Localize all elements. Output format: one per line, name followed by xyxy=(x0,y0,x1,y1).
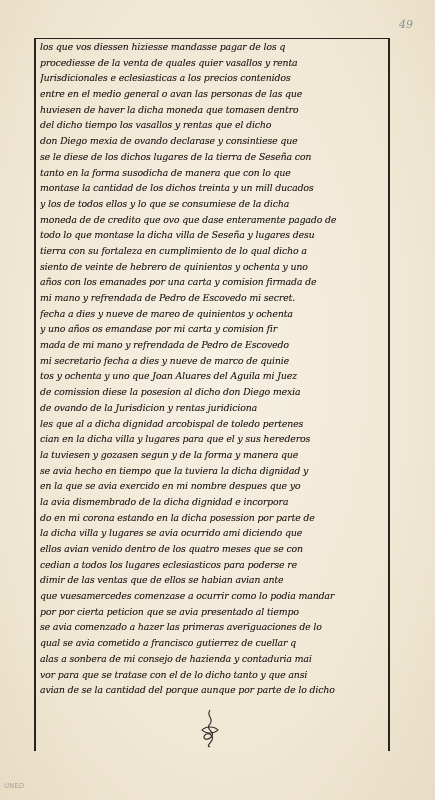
text-line: tos y ochenta y uno que Joan Aluares del Aguila mi Juez xyxy=(40,371,297,383)
text-line: qual se avia cometido a francisco gutierrez de cuellar q xyxy=(40,638,297,650)
text-line: entre en el medio general o avan las personas de las que xyxy=(40,89,303,101)
text-line: cedian a todos los lugares eclesiasticos para poderse re xyxy=(40,559,297,571)
text-line: cian en la dicha villa y lugares para que el y sus herederos xyxy=(40,434,311,446)
text-line: tierra con su fortaleza en cumplimiento de lo qual dicho a xyxy=(40,245,307,257)
text-line: don Diego mexia de ovando declarase y consintiese que xyxy=(40,136,298,148)
text-line: Jurisdicionales e eclesiasticas a los precios contenidos xyxy=(40,73,291,85)
text-line: se avia hecho en tiempo que la tuviera la dicha dignidad y xyxy=(40,465,309,477)
paraph-flourish-icon xyxy=(196,708,224,748)
text-line: dimir de las ventas que de ellos se habian avian ante xyxy=(40,575,284,587)
text-line: tanto en la forma susodicha de manera que con lo que xyxy=(40,167,291,179)
text-line: ellos avian venido dentro de los quatro meses que se con xyxy=(40,544,303,555)
text-line: procediesse de la venta de quales quier vasallos y renta xyxy=(40,57,298,69)
text-line: los que vos diessen hiziesse mandasse pagar de los q xyxy=(40,42,286,53)
text-line: huviesen de haver la dicha moneda que tomasen dentro xyxy=(40,104,299,116)
text-line: fecha a dies y nueve de mareo de quinientos y ochenta xyxy=(40,308,293,320)
text-line: la tuviesen y gozasen segun y de la forma y manera que xyxy=(40,449,299,461)
text-line: y uno años os emandase por mi carta y comision fir xyxy=(40,324,278,336)
text-line: en la que se avia exercido en mi nombre despues que yo xyxy=(40,481,301,493)
text-line: del dicho tiempo los vasallos y rentas que el dicho xyxy=(40,120,272,132)
text-line: y los de todos ellos y lo que se consumiese de la dicha xyxy=(40,198,290,210)
text-line: todo lo que montase la dicha villa de Seseña y lugares desu xyxy=(40,230,315,242)
text-line: la avia dismembrado de la dicha dignidad e incorpora xyxy=(40,496,289,508)
text-line: avian de se la cantidad del porque aunque por parte de lo dicho xyxy=(40,685,335,697)
manuscript-text xyxy=(40,40,384,699)
text-line: por por cierta peticion que se avia presentado al tiempo xyxy=(40,606,299,618)
text-line: de comission diese la posesion al dicho don Diego mexia xyxy=(40,387,301,399)
text-line: años con los emanades por una carta y comision firmada de xyxy=(40,277,317,289)
text-line: les que al a dicha dignidad arcobispal de toledo pertenes xyxy=(40,418,304,430)
text-line: se avia comenzado a hazer las primeras averiguaciones de lo xyxy=(40,622,322,634)
text-line: mada de mi mano y refrendada de Pedro de Escovedo xyxy=(40,340,289,352)
text-line: siento de veinte de hebrero de quinientos y ochenta y uno xyxy=(40,261,308,273)
text-line: la dicha villa y lugares se avia ocurrido ami diciendo que xyxy=(40,528,303,540)
text-line: alas a sonbera de mi consejo de hazienda y contaduria mai xyxy=(40,653,312,665)
text-line: vor para que se tratase con el de lo dicho tanto y que ansi xyxy=(40,669,308,681)
archive-watermark: UNED xyxy=(4,782,25,790)
text-line: mi mano y refrendada de Pedro de Escovedo mi secret. xyxy=(40,293,296,304)
text-line: se le diese de los dichos lugares de la tierra de Seseña con xyxy=(40,151,312,163)
text-line: mi secretario fecha a dies y nueve de marco de quinie xyxy=(40,355,290,367)
text-line: montase la cantidad de los dichos treinta y un mill ducados xyxy=(40,183,314,195)
text-line: de ovando de la Jurisdicion y rentas juridiciona xyxy=(40,402,258,414)
folio-number: 49 xyxy=(399,18,413,31)
text-line: que vuesamercedes comenzase a ocurrir como lo podia mandar xyxy=(40,591,335,603)
text-line: do en mi corona estando en la dicha posession por parte de xyxy=(40,512,315,524)
text-line: moneda de de credito que ovo que dase enteramente pagado de xyxy=(40,214,337,226)
